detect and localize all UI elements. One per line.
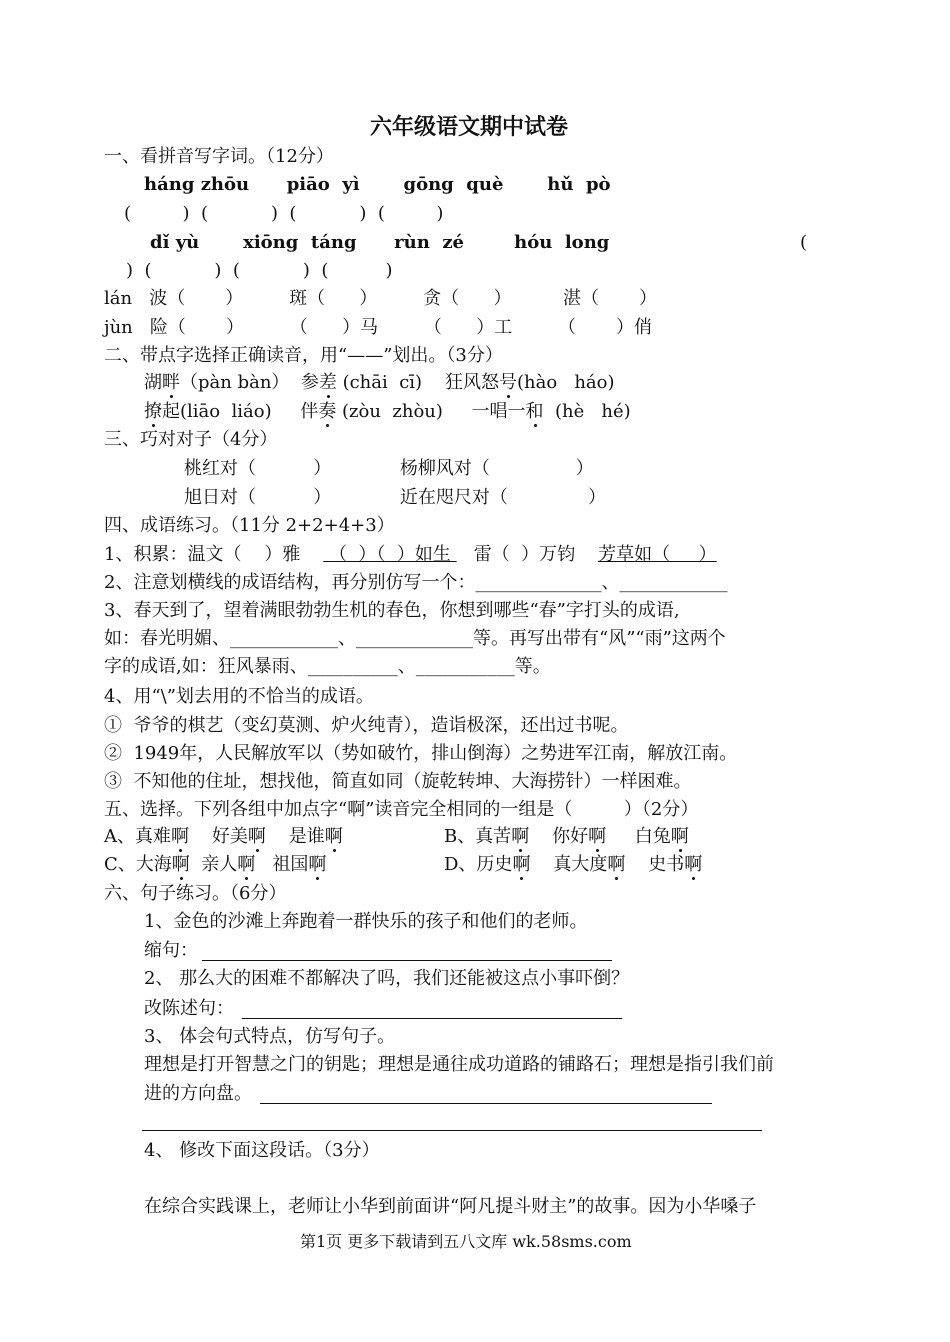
- q1-part: 1、积累：温文（ ）雅: [104, 544, 324, 565]
- section-2-heading: 二、带点字选择正确读音，用“——”划出。（3分）: [104, 345, 503, 366]
- char-row-jun: jùn 险（ ） （ ）马 （ ）工 （ ）俏: [104, 317, 653, 338]
- option-word: 真大度: [530, 854, 608, 875]
- sentence-q2: 2、 那么大的困难不都解决了吗，我们还能被这点小事吓倒？: [144, 968, 630, 989]
- section-1-heading: 一、看拼音写字词。（12分）: [104, 146, 334, 167]
- sentence-q3-text-1: 理想是打开智慧之门的钥匙；理想是通往成功道路的铺路石；理想是指引我们前: [144, 1054, 774, 1075]
- dotted-char: 啊: [171, 826, 189, 847]
- word-part: (hào háo): [516, 372, 615, 393]
- dotted-char: 啊: [512, 854, 531, 875]
- option-d: [444, 853, 702, 877]
- dotted-char: 号: [498, 372, 517, 393]
- pinyin-row-1: háng zhōu piāo yì gōng què hǔ pò: [144, 174, 611, 195]
- idiom-q3-line2: 如：春光明媚、____________、_____________等。再写出带有“风”“雨”这两个: [104, 628, 726, 649]
- dotted-char: 啊: [237, 854, 256, 875]
- word-part: 湖: [144, 372, 162, 393]
- option-word: D、历史: [444, 854, 513, 875]
- pinyin-row-2: dǐ yù xiōng táng rùn zé hóu long: [150, 232, 610, 253]
- option-word: A、真难: [104, 826, 171, 847]
- dotted-char: 和: [525, 401, 544, 422]
- dotted-char: 啊: [324, 826, 343, 847]
- idiom-q2: 2、注意划横线的成语结构，再分别仿写一个：______________、____________: [104, 572, 728, 593]
- dotted-char: 啊: [171, 854, 190, 875]
- answer-line: [242, 1018, 622, 1019]
- idiom-q3-line1: 3、春天到了，望着满眼勃勃生机的春色，你想到哪些“春”字打头的成语,: [104, 600, 680, 621]
- option-word: 你好: [529, 826, 589, 847]
- word-part: （pàn bàn） 参: [180, 372, 319, 393]
- sentence-q4: 4、 修改下面这段话。（3分）: [144, 1140, 380, 1161]
- idiom-q4-item-1: ① 爷爷的棋艺（变幻莫测、炉火纯青），造诣极深，还出过书呢。: [104, 715, 629, 736]
- option-word: C、大海: [104, 854, 172, 875]
- option-a: [104, 825, 343, 849]
- word-part: 起(liāo liáo) 伴: [162, 401, 319, 422]
- option-word: 是谁: [265, 826, 325, 847]
- dotted-char: 啊: [607, 854, 626, 875]
- word-part: (hè hé): [543, 401, 631, 422]
- option-word: 好美: [189, 826, 248, 847]
- option-word: 亲人: [189, 854, 238, 875]
- answer-line: [260, 1103, 712, 1104]
- section-3-heading: 三、巧对对子（4分）: [104, 429, 278, 450]
- dotted-char: 奏: [318, 401, 337, 422]
- sentence-q1: 1、金色的沙滩上奔跑着一群快乐的孩子和他们的老师。: [144, 911, 588, 932]
- option-word: 白兔: [606, 826, 671, 847]
- answer-line: [142, 1130, 762, 1131]
- sentence-q4-text: 在综合实践课上，老师让小华到前面讲“阿凡提斗财主”的故事。因为小华嗓子: [144, 1196, 757, 1217]
- page-title: 六年级语文期中试卷: [370, 114, 569, 140]
- section-4-heading: 四、成语练习。（11分 2+2+4+3）: [104, 515, 395, 536]
- word-part: (zòu zhòu) 一唱一: [336, 401, 526, 422]
- dotted-char: 差: [318, 372, 337, 393]
- dotted-char: 畔: [162, 372, 180, 393]
- dotted-char: 啊: [670, 826, 689, 847]
- dotted-char: 啊: [247, 826, 266, 847]
- option-b: [444, 825, 689, 849]
- option-word: B、真苦: [444, 826, 512, 847]
- dotted-char: 啊: [511, 826, 530, 847]
- section-6-heading: 六、句子练习。（6分）: [104, 883, 287, 904]
- sentence-q3: 3、 体会句式特点，仿写句子。: [144, 1026, 396, 1047]
- dotted-char: 撩: [144, 401, 162, 422]
- dotted-char: 啊: [308, 854, 327, 875]
- q1-part: 雷（ ）万钧: [456, 544, 599, 565]
- idiom-q4-item-2: ② 1949年，人民解放军以（势如破竹，排山倒海）之势进军江南，解放江南。: [104, 743, 738, 764]
- idiom-q3-line3: 字的成语,如：狂风暴雨、__________、___________等。: [104, 656, 551, 677]
- couplet-row-2: 旭日对（ ） 近在咫尺对（ ）: [184, 487, 606, 508]
- q1-underlined: （ ）（ ）如生: [323, 544, 457, 565]
- word-part: (chāi cī) 狂风怒: [336, 372, 499, 393]
- answer-line: [202, 960, 612, 961]
- idiom-q1: [104, 543, 717, 567]
- idiom-q4-item-3: ③ 不知他的住址，想找他，简直如同（旋乾转坤、大海捞针）一样困难。: [104, 771, 692, 792]
- paren-right: (: [800, 232, 808, 253]
- dotted-char: 啊: [684, 854, 703, 875]
- char-row-lan: lán 波（ ） 斑（ ） 贪（ ） 湛（ ）: [104, 288, 658, 309]
- q1-underlined: 芳草如（ ）: [598, 544, 717, 565]
- sentence-q2-label: 改陈述句：: [144, 998, 234, 1019]
- reading-row-2: [144, 400, 631, 424]
- reading-row-1: [144, 371, 615, 395]
- sentence-q1-label: 缩句：: [144, 940, 198, 961]
- couplet-row-1: 桃红对（ ） 杨柳风对（ ）: [184, 458, 594, 479]
- idiom-q4: 4、用“\”划去用的不恰当的成语。: [104, 686, 374, 707]
- blanks-row-2: ) ( ) ( ) ( ): [126, 260, 393, 281]
- blanks-row-1: ( ) ( ) ( ) ( ): [124, 203, 444, 224]
- dotted-char: 啊: [588, 826, 607, 847]
- option-c: [104, 853, 326, 877]
- option-word: 史书: [625, 854, 685, 875]
- page-footer: 第1页 更多下载请到五八文库 wk.58sms.com: [300, 1232, 632, 1251]
- sentence-q3-text-2: 进的方向盘。: [144, 1083, 252, 1104]
- option-word: 祖国: [255, 854, 309, 875]
- section-5-heading: 五、选择。下列各组中加点字“啊”读音完全相同的一组是（ ）（2分）: [104, 799, 699, 820]
